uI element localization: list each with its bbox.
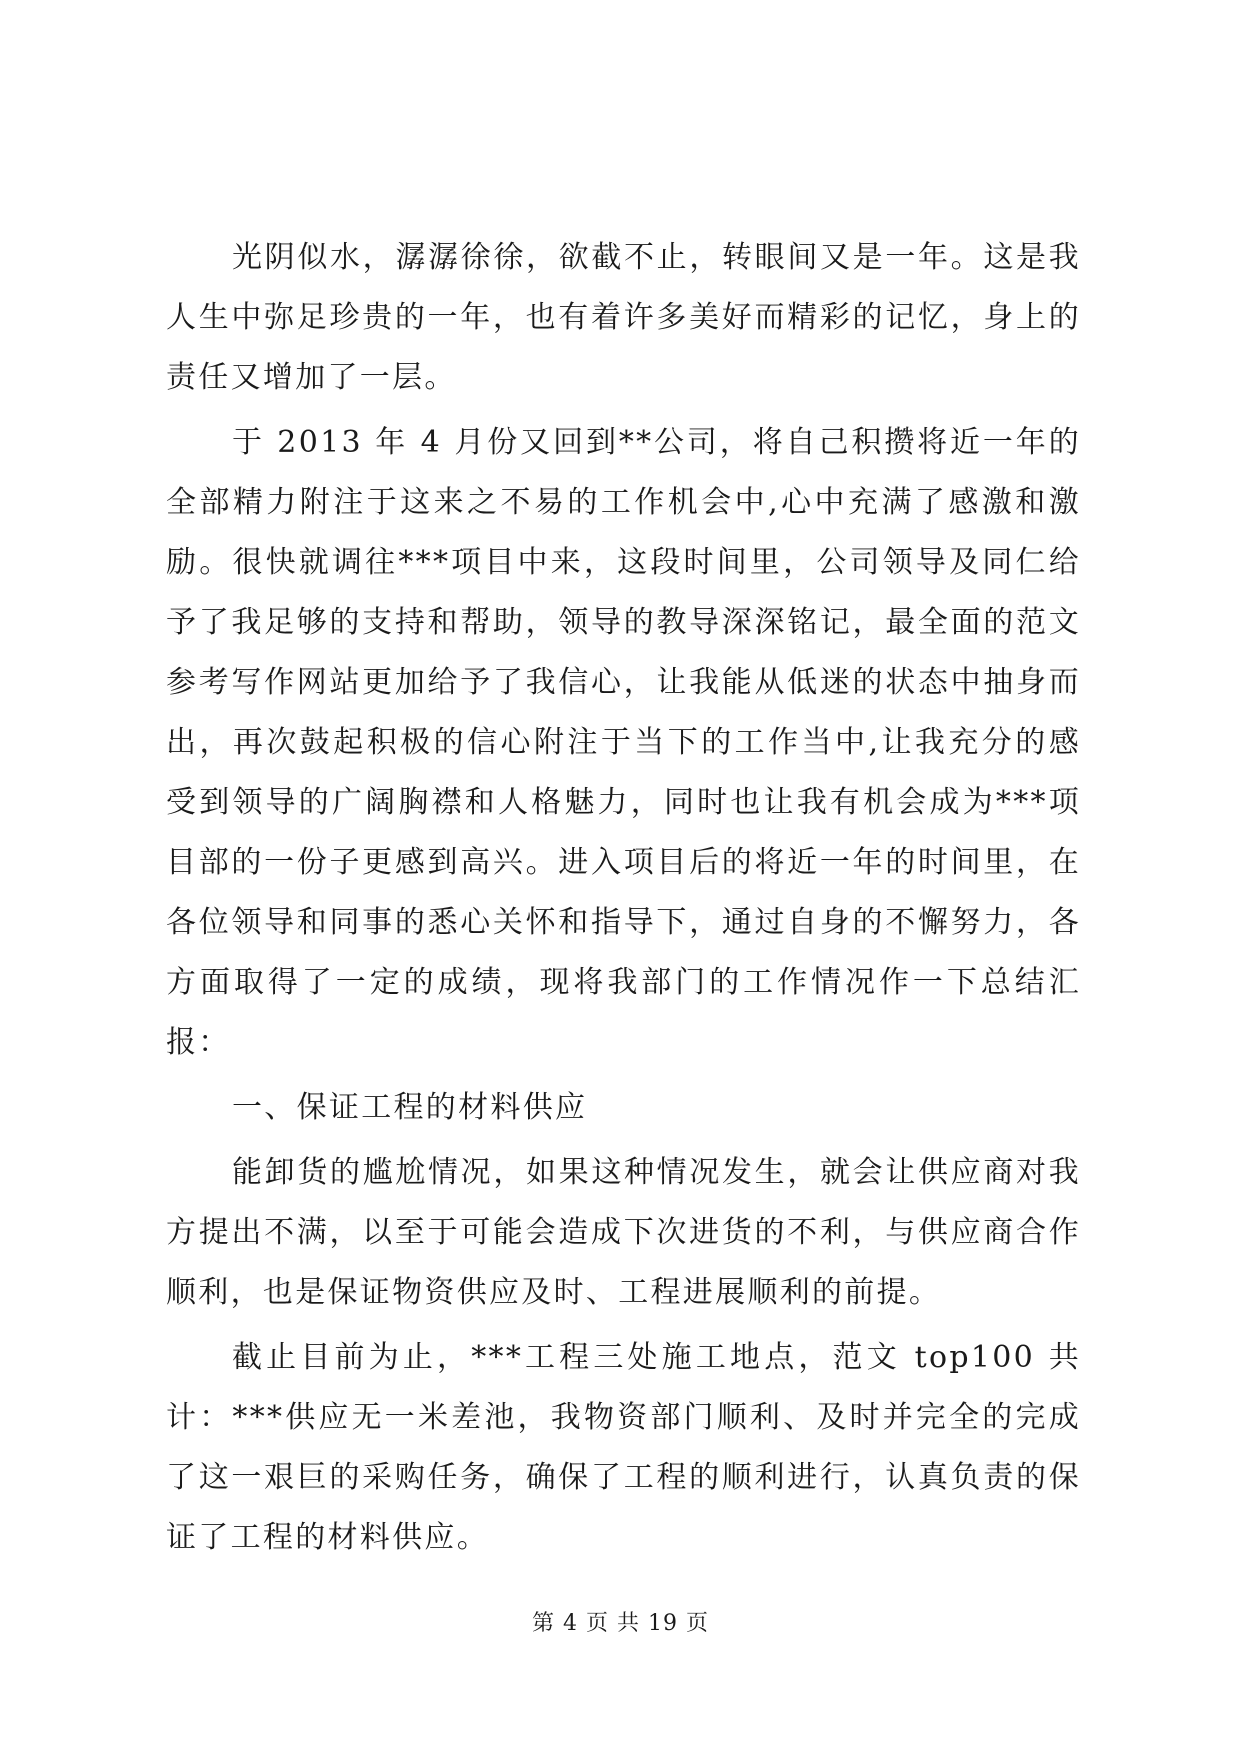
section-heading: 一、保证工程的材料供应 xyxy=(232,1090,588,1125)
paragraph-summary: 截止目前为止，***工程三处施工地点，范文 top100 共计：***供应无一米差池，我物资部门顺利、及时并完全的完成了这一艰巨的采购任务，确保了工程的顺利进行，认真负责的保证了工程的材料供应。 xyxy=(166,1340,1081,1555)
paragraph-intro: 光阴似水，潺潺徐徐，欲截不止，转眼间又是一年。这是我人生中弥足珍贵的一年，也有着许多美好而精彩的记忆，身上的责任又增加了一层。 xyxy=(166,240,1081,395)
paragraph-return-to-company: 于 2013 年 4 月份又回到**公司，将自己积攒将近一年的全部精力附注于这来之不易的工作机会中,心中充满了感激和激励。很快就调往***项目中来，这段时间里，公司领导及同仁给予了我足够的支持和帮助，领导的教导深深铭记，最全面的范文参考写作网站更加给予了我信心，让我能从低迷的状态中抽身而出，再次鼓起积极的信心附注于当下的工作当中,让我充分的感受到领导的广阔胸襟和人格魅力，同时也让我有机会成为***项目部的一份子更感到高兴。进入项目后的将近一年的时间里，在各位领导和同事的悉心关怀和指导下，通过自身的不懈努力，各方面取得了一定的成绩，现将我部门的工作情况作一下总结汇报： xyxy=(166,425,1081,1060)
document-body xyxy=(166,228,1081,1573)
paragraph-supplier: 能卸货的尴尬情况，如果这种情况发生，就会让供应商对我方提出不满，以至于可能会造成下次进货的不利，与供应商合作顺利，也是保证物资供应及时、工程进展顺利的前提。 xyxy=(166,1155,1081,1310)
page-number-footer: 第 4 页 共 19 页 xyxy=(532,1611,709,1636)
